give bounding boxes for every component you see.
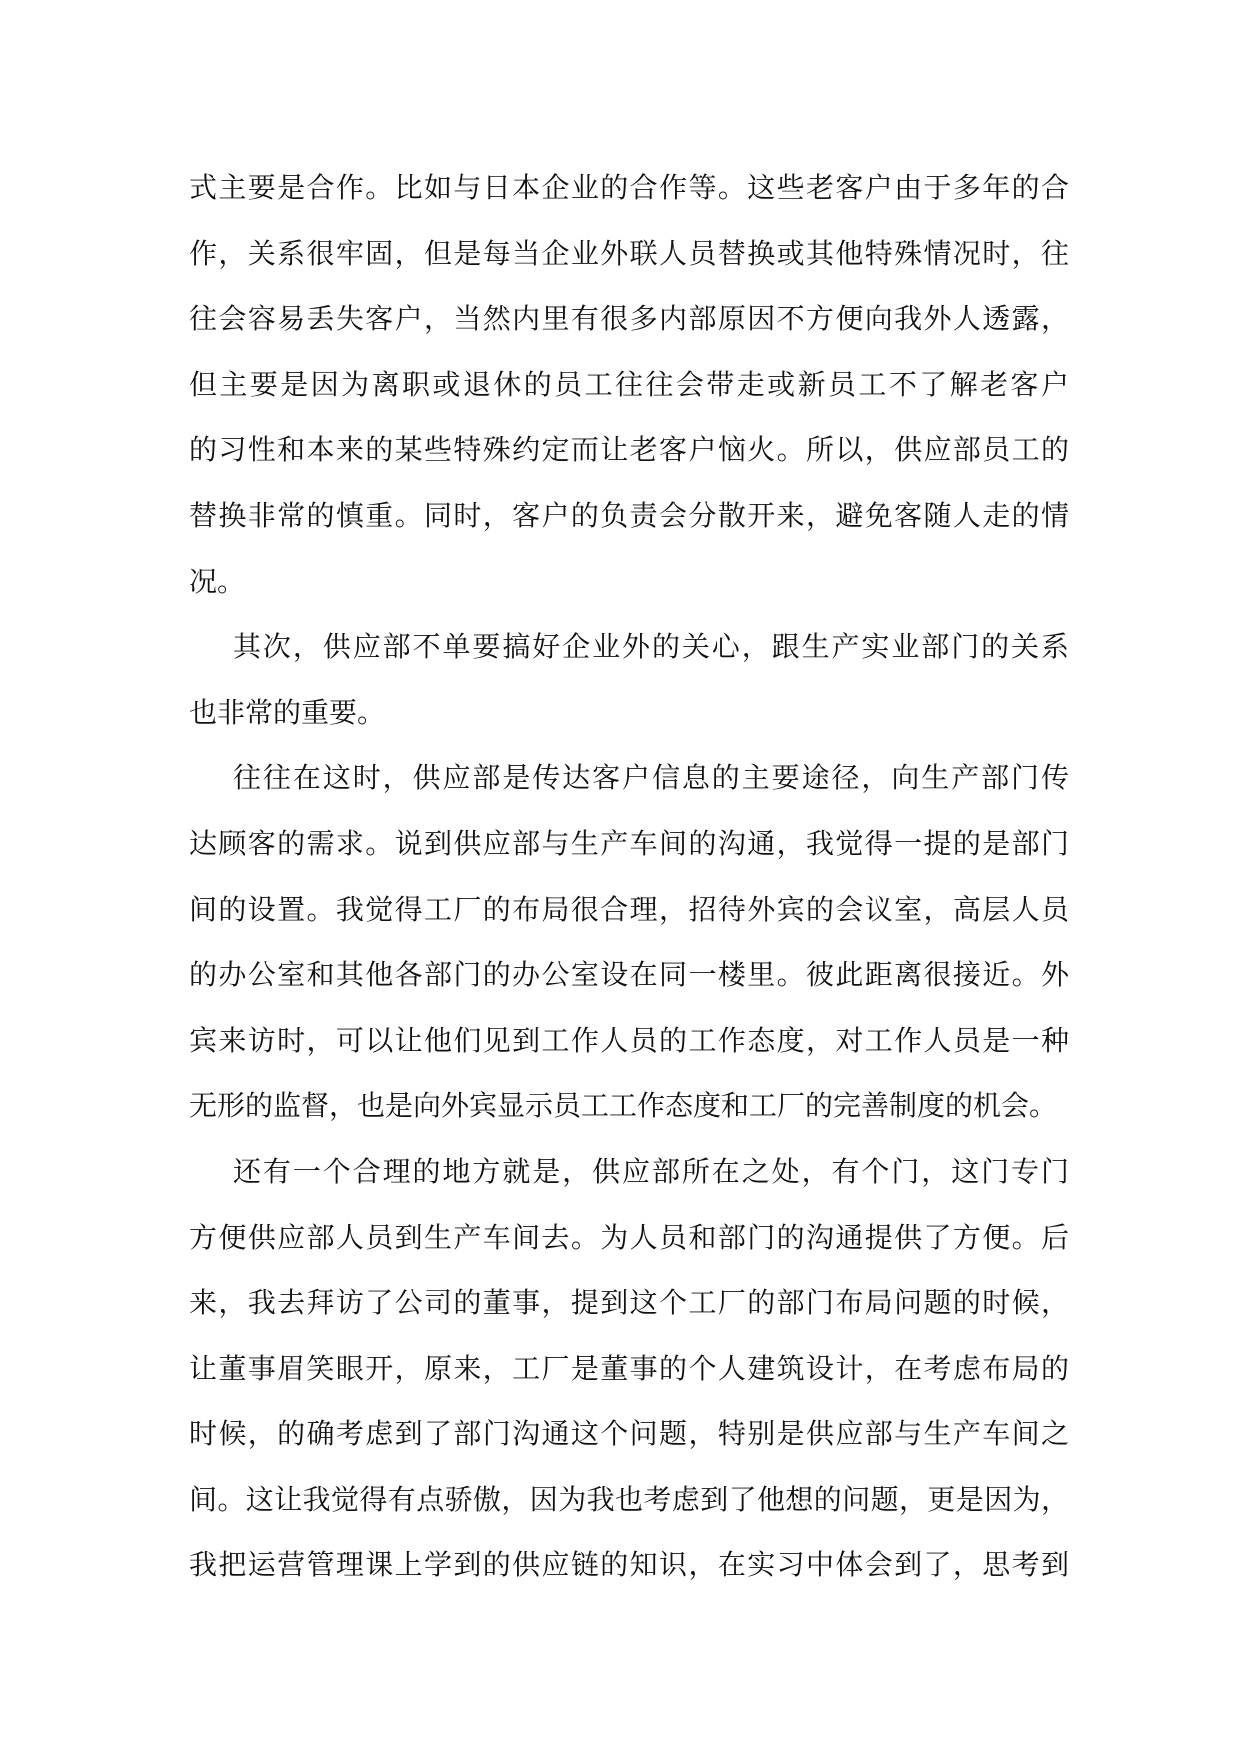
text-line: 时候，的确考虑到了部门沟通这个问题，特别是供应部与生产车间之 [189,1417,1069,1451]
text-line: 达顾客的需求。说到供应部与生产车间的沟通，我觉得一提的是部门 [189,826,1069,860]
text-line: 式主要是合作。比如与日本企业的合作等。这些老客户由于多年的合 [189,171,1069,204]
text-line: 但主要是因为离职或退休的员工往往会带走或新员工不了解老客户 [189,367,1069,401]
text-line: 我把运营管理课上学到的供应链的知识，在实习中体会到了，思考到 [189,1548,1069,1582]
text-line: 作，关系很牢固，但是每当企业外联人员替换或其他特殊情况时，往 [189,236,1069,270]
text-line: 来，我去拜访了公司的董事，提到这个工厂的部门布局问题的时候， [189,1286,1069,1320]
body-text [189,155,1069,1598]
text-line: 还有一个合理的地方就是，供应部所在之处，有个门，这门专门 [233,1154,1069,1188]
text-line: 往往在这时，供应部是传达客户信息的主要途径，向生产部门传 [233,761,1069,795]
text-line: 方便供应部人员到生产车间去。为人员和部门的沟通提供了方便。后 [189,1220,1069,1254]
text-line: 间的设置。我觉得工厂的布局很合理，招待外宾的会议室，高层人员 [189,892,1069,926]
text-line: 替换非常的慎重。同时，客户的负责会分散开来，避免客随人走的情 [189,498,1069,532]
text-line: 也非常的重要。 [189,695,386,729]
text-line: 况。 [189,564,246,598]
text-line: 无形的监督，也是向外宾显示员工工作态度和工厂的完善制度的机会。 [189,1089,1058,1123]
text-line: 的办公室和其他各部门的办公室设在同一楼里。彼此距离很接近。外 [189,958,1069,992]
text-line: 让董事眉笑眼开，原来，工厂是董事的个人建筑设计，在考虑布局的 [189,1351,1069,1385]
text-line: 的习性和本来的某些特殊约定而让老客户恼火。所以，供应部员工的 [189,433,1069,467]
text-line: 往会容易丢失客户，当然内里有很多内部原因不方便向我外人透露， [189,302,1069,336]
text-line: 间。这让我觉得有点骄傲，因为我也考虑到了他想的问题，更是因为， [189,1482,1069,1516]
text-line: 宾来访时，可以让他们见到工作人员的工作态度，对工作人员是一种 [189,1023,1069,1057]
text-line: 其次，供应部不单要搞好企业外的关心，跟生产实业部门的关系 [233,630,1069,664]
